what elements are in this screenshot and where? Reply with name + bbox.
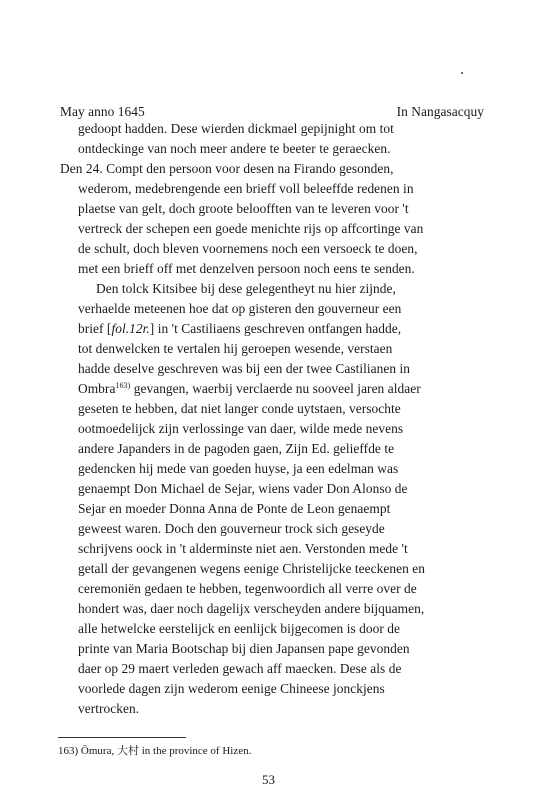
body-line: daer op 29 maert verleden gewach aff maecken. Dese als de — [78, 661, 402, 676]
body-line: vertreck der schepen een goede menichte rijs op affcortinge van — [78, 221, 424, 236]
page-number: 53 — [262, 772, 275, 787]
header-right: In Nangasacquy — [396, 104, 484, 119]
footnote-163: 163) Ōmura, 大村 in the province of Hizen. — [58, 745, 252, 757]
body-line: getall der gevangenen wegens eenige Christelijcke teeckenen en — [78, 561, 426, 576]
body-line: ontdeckinge van noch meer andere te beeter te geraecken. — [78, 141, 391, 156]
body-line: geseten te hebben, dat niet langer conde uytstaen, versochte — [78, 401, 401, 416]
body-line: de schult, doch bleven voornemens noch een versoeck te doen, — [78, 241, 418, 256]
header-left: May anno 1645 — [60, 104, 145, 119]
body-line: hadde deselve geschreven was bij een der twee Castilianen in — [78, 361, 411, 376]
body-line: met een brieff off met denzelven persoon noch eens te senden. — [78, 261, 415, 276]
body-line: wederom, medebrengende een brieff voll beleeffde redenen in — [78, 181, 414, 196]
footnote-separator — [58, 737, 186, 738]
body-line-ombra: Ombra$^{163)}$ gevangen, waerbij verclaerde nu sooveel jaren aldaer — [78, 381, 421, 396]
scan-speck — [461, 72, 463, 74]
body-line: tot denwelcken te vertalen hij geroepen wesende, verstaen — [78, 341, 393, 356]
body-line: printe van Maria Bootschap bij dien Japansen pape gevonden — [78, 641, 410, 656]
body-line: schrijvens oock in 't alderminste niet aen. Verstonden mede 't — [78, 541, 408, 556]
body-line: voorlede dagen zijn wederom eenige Chineese jonckjens — [78, 681, 385, 696]
body-line: gedencken hij mede van goeden huyse, ja een edelman was — [78, 461, 399, 476]
body-line: gedoopt hadden. Dese wierden dickmael gepijnight om tot — [78, 121, 394, 136]
body-line: Den tolck Kitsibee bij dese gelegentheyt nu hier zijnde, — [96, 281, 396, 296]
body-line: geweest waren. Doch den gouverneur trock sich geseyde — [78, 521, 385, 536]
body-line: andere Japanders in de pagoden gaen, Zijn Ed. gelieffde te — [78, 441, 395, 456]
body-line: alle hetwelcke eerstelijck en eenlijck bijgecomen is door de — [78, 621, 401, 636]
body-line: plaetse van gelt, doch groote beloofften van te leveren voor 't — [78, 201, 409, 216]
body-line: vertrocken. — [78, 701, 140, 716]
body-line: hondert was, daer noch dagelijx verscheyden andere bijquamen, — [78, 601, 425, 616]
body-line: genaempt Don Michael de Sejar, wiens vader Don Alonso de — [78, 481, 408, 496]
body-line: Sejar en moeder Donna Anna de Ponte de Leon genaempt — [78, 501, 391, 516]
body-line: ootmoedelijck zijn verlossinge van daer, wilde mede nevens — [78, 421, 404, 436]
body-line: verhaelde meteenen hoe dat op gisteren den gouverneur een — [78, 301, 402, 316]
body-line: ceremoniën gedaen te hebben, tegenwoordich all verre over de — [78, 581, 417, 596]
body-line-fol: brief [fol.12r.] in 't Castiliaens geschreven ontfangen hadde, — [78, 321, 402, 336]
body-line: Den 24. Compt den persoon voor desen na Firando gesonden, — [60, 161, 394, 176]
